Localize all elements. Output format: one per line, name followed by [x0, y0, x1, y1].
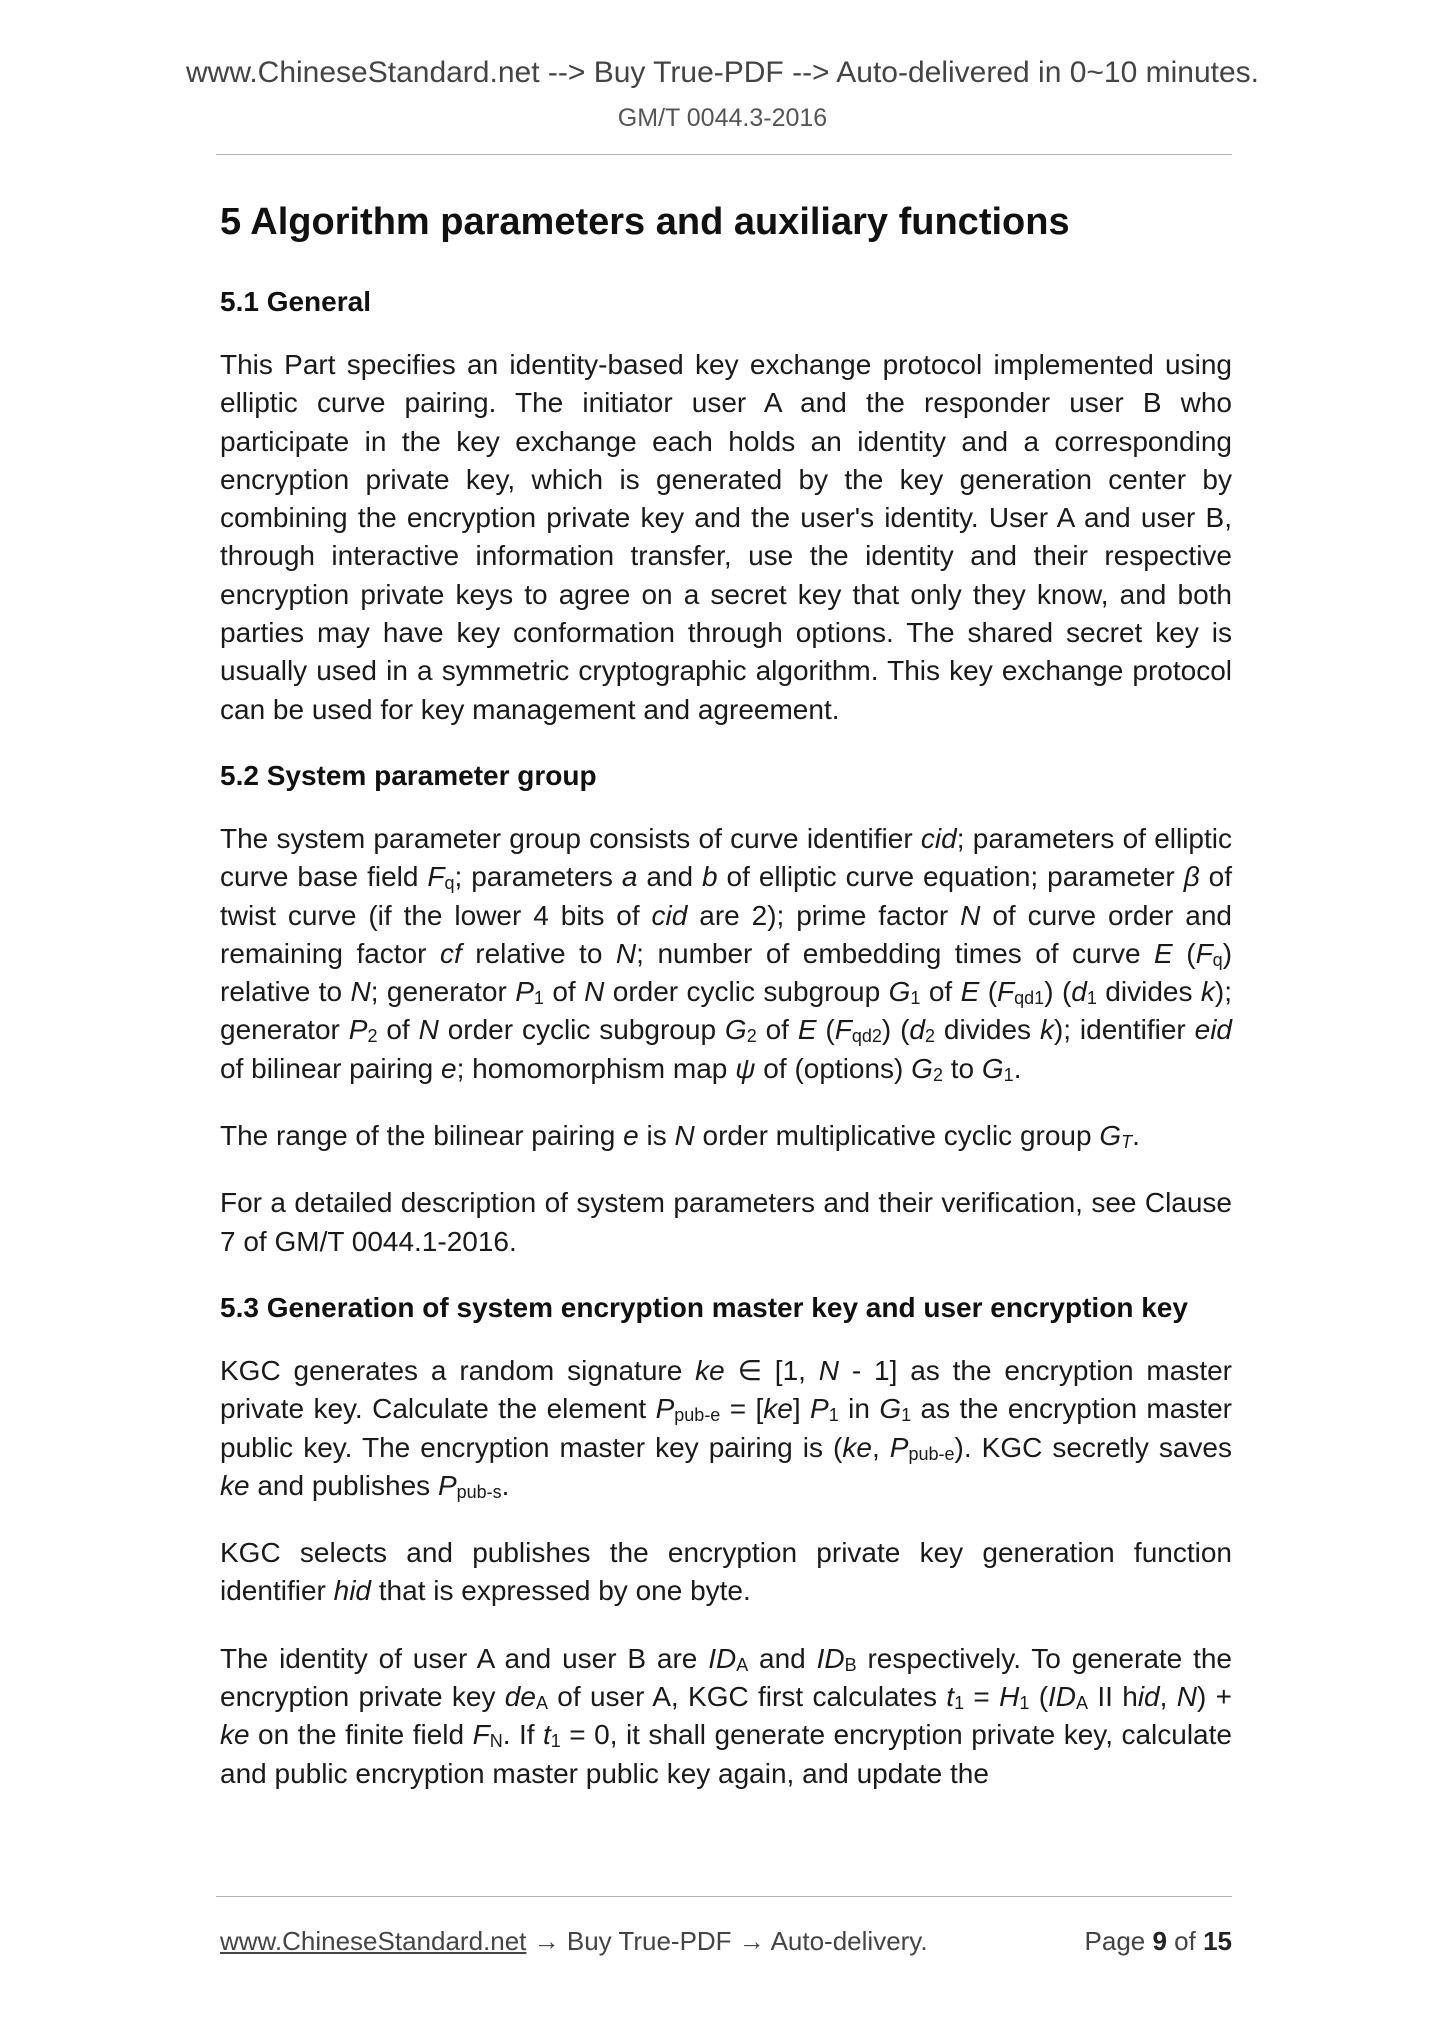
footer-text: → Buy True-PDF → Auto-delivery.	[526, 1926, 928, 1956]
footer-left	[220, 1926, 928, 1957]
page-indicator: Page 9 of 15	[1084, 1926, 1232, 1956]
footer-divider	[216, 1896, 1232, 1897]
page-total: 15	[1203, 1926, 1232, 1956]
heading-5-1: 5.1 General	[220, 286, 371, 317]
paragraph-5-3-user-key: The identity of user A and user B are IDA and IDB respectively. To generate the encryption private key deA of user A, KGC first calculates t1 = H1 (IDA II hid, N) + ke on the finite field FN. If t1 = 0, it shall generate encryption private key, calculate and public encryption master public key again, and update the	[220, 1642, 1232, 1789]
page-number: 9	[1152, 1926, 1167, 1956]
header-banner: www.ChineseStandard.net --> Buy True-PDF --> Auto-delivered in 0~10 minutes.	[185, 56, 1260, 89]
paragraph-5-2-reference: For a detailed description of system parameters and their verification, see Clause 7 of GM/T 0044.1-2016.	[220, 1187, 1232, 1257]
document-body	[220, 198, 1232, 1822]
paragraph-5-3-master-key: KGC generates a random signature ke ∈ [1, N - 1] as the encryption master private key. Calculate the element Ppub-e = [ke] P1 in G1 as the encryption master public key. The encryption master key pairing is (ke, Ppub-e). KGC secretly saves ke and publishes Ppub-s.	[220, 1354, 1233, 1502]
paragraph-5-2-range: The range of the bilinear pairing e is N order multiplicative cyclic group GT.	[220, 1120, 1140, 1153]
standard-id: GM/T 0044.3-2016	[617, 104, 828, 132]
section-title: 5 Algorithm parameters and auxiliary functions	[220, 201, 1070, 243]
heading-5-3: 5.3 Generation of system encryption master key and user encryption key	[220, 1291, 1188, 1323]
paragraph-5-3-hid: KGC selects and publishes the encryption private key generation function identifier hid that is expressed by one byte.	[220, 1537, 1232, 1607]
paragraph-5-2-params: The system parameter group consists of curve identifier cid; parameters of elliptic curve base field Fq; parameters a and b of elliptic curve equation; parameter β of twist curve (if the lower 4 bits of cid are 2); prime factor N of curve order and remaining factor cf relative to N; number of embedding times of curve E (Fq) relative to N; generator P1 of N order cyclic subgroup G1 of E (Fqd1) (d1 divides k); generator P2 of N order cyclic subgroup G2 of E (Fqd2) (d2 divides k); identifier eid of bilinear pairing e; homomorphism map ψ of (options) G2 to G1.	[220, 822, 1233, 1085]
header-divider	[216, 154, 1232, 155]
heading-5-2: 5.2 System parameter group	[220, 759, 597, 791]
footer-link[interactable]: www.ChineseStandard.net	[220, 1926, 527, 1956]
paragraph-5-1: This Part specifies an identity-based key exchange protocol implemented using elliptic curve pairing. The initiator user A and the responder user B who participate in the key exchange each holds an identity and a corresponding encryption private key, which is generated by the key generation center by combining the encryption private key and the user's identity. User A and user B, through interactive information transfer, use the identity and their respective encryption private keys to agree on a secret key that only they know, and both parties may have key conformation through options. The shared secret key is usually used in a symmetric cryptographic algorithm. This key exchange protocol can be used for key management and agreement.	[220, 349, 1232, 725]
